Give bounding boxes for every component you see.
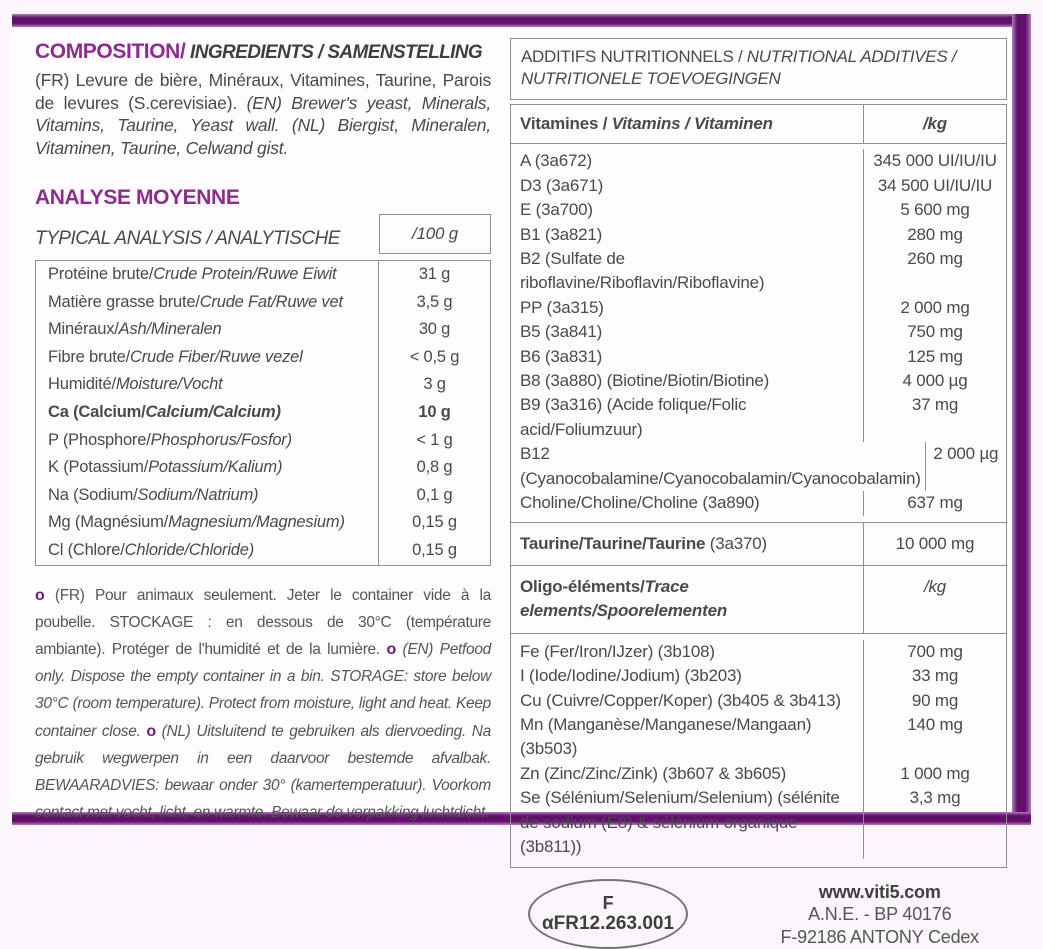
row-value: 90 mg xyxy=(863,689,1006,713)
row-value: < 1 g xyxy=(378,427,490,455)
row-value: 31 g xyxy=(378,261,490,289)
composition-en: (EN) Brewer's yeast, Minerals, Vitamins, Taurine, Yeast wall. xyxy=(35,92,491,135)
trace-header-fr: Oligo-éléments/ xyxy=(520,576,645,596)
row-value: 5 600 mg xyxy=(863,198,1006,222)
table-row xyxy=(511,320,1006,344)
composition-title-suffix: INGREDIENTS / SAMENSTELLING xyxy=(185,42,483,63)
frame-band-right xyxy=(1012,14,1031,825)
row-label-fr: Protéine brute/ xyxy=(48,265,154,283)
table-row xyxy=(511,149,1006,173)
row-value: 0,8 g xyxy=(378,454,490,482)
row-value: 2 000 µg xyxy=(925,442,1006,491)
address-line3: F-92186 ANTONY Cedex xyxy=(780,926,979,947)
analysis-table-head xyxy=(35,214,491,258)
row-label: B12 (Cyanocobalamine/Cyanocobalamin/Cyanocobalamin) xyxy=(520,444,921,488)
table-row xyxy=(511,491,1006,515)
row-label: B6 (3a831) xyxy=(520,346,603,366)
row-value: 3 g xyxy=(378,371,490,399)
row-value: 280 mg xyxy=(863,223,1006,247)
row-value: 637 mg xyxy=(863,491,1006,515)
row-value: 3,5 g xyxy=(378,289,490,317)
row-label: Mn (Manganèse/Manganese/Mangaan) (3b503) xyxy=(520,714,812,759)
table-row xyxy=(511,198,1006,222)
storage-nl: (NL) Uitsluitend te gebruiken als diervoeding. Na gebruik wegwerpen in een daarvoor bestemde afvalbak. BEWAARADVIES: bewaar onder 30° (kamertemperatuur). Voorkom contact met vocht, licht, en warmte. Bewaar de verpakking luchtdicht. xyxy=(35,722,491,822)
row-value: < 0,5 g xyxy=(378,344,490,372)
table-row xyxy=(36,509,490,537)
row-label-fr: K (Potassium/ xyxy=(48,458,149,477)
per-100g-header xyxy=(379,214,491,254)
bullet-icon: o xyxy=(35,586,45,604)
row-label: B1 (3a821) xyxy=(520,224,603,244)
table-row xyxy=(36,427,490,455)
row-label: Se (Sélénium/Selenium/Selenium) (sélénite de sodium (E8) & sélénium organique (3b811)) xyxy=(520,788,840,856)
address-line2: A.N.E. - BP 40176 xyxy=(808,904,952,925)
row-label-fr: Cl (Chlore/ xyxy=(48,540,125,559)
table-row xyxy=(511,442,1006,491)
row-label: Fe (Fer/Iron/IJzer) (3b108) xyxy=(520,641,715,661)
trace-header-intl: Trace elements/Spoorelementen xyxy=(520,576,728,621)
composition-heading xyxy=(35,40,491,64)
row-value: 4 000 µg xyxy=(863,369,1006,393)
row-label-intl: Sodium/Natrium) xyxy=(137,485,259,504)
additives-table xyxy=(510,104,1007,868)
row-value: 125 mg xyxy=(863,345,1006,369)
row-label-intl: Crude Protein/Ruwe Eiwit xyxy=(153,265,337,283)
vitamins-header-intl: Vitamins / Vitaminen xyxy=(611,114,773,133)
row-label: Choline/Choline/Choline (3a890) xyxy=(520,493,760,513)
row-value: 2 000 mg xyxy=(863,296,1006,320)
additives-heading xyxy=(510,38,1007,100)
typical-analysis-table xyxy=(35,260,491,566)
analysis-heading: ANALYSE MOYENNE xyxy=(35,186,240,209)
row-value: 1 000 mg xyxy=(863,762,1006,786)
vitamins-rows xyxy=(511,144,1006,522)
table-row xyxy=(511,640,1006,664)
row-value: 37 mg xyxy=(863,393,1006,442)
row-label: D3 (3a671) xyxy=(520,175,604,195)
analysis-subtitle: TYPICAL ANALYSIS / ANALYTISCHE xyxy=(35,228,340,249)
manufacturer-address xyxy=(781,881,979,949)
row-label-intl: Crude Fat/Ruwe vet xyxy=(199,292,343,311)
table-row xyxy=(36,537,490,565)
row-label: B9 (3a316) (Acide folique/Folic acid/Foliumzuur) xyxy=(520,395,747,439)
row-label-fr: Ca (Calcium/ xyxy=(48,402,146,421)
row-label-intl: Crude Fiber/Ruwe vezel xyxy=(129,347,303,366)
right-column xyxy=(510,38,1007,949)
table-row xyxy=(511,713,1006,762)
table-row xyxy=(36,316,490,344)
composition-fr: (FR) Levure de bière, Minéraux, Vitamines, Taurine, Parois de levures (S.cerevisiae). xyxy=(35,70,491,113)
table-row xyxy=(36,261,490,289)
table-row xyxy=(511,369,1006,393)
table-row xyxy=(511,762,1006,786)
vitamins-unit: /kg xyxy=(863,105,1006,143)
row-label-intl: Phosphorus/Fosfor) xyxy=(150,430,292,449)
row-label-fr: Na (Sodium/ xyxy=(48,485,138,504)
row-value: 260 mg xyxy=(863,247,1006,296)
table-row xyxy=(36,371,490,399)
table-row xyxy=(36,289,490,317)
bullet-icon: o xyxy=(146,722,156,740)
row-value: 345 000 UI/IU/IU xyxy=(863,149,1006,173)
row-value: 0,15 g xyxy=(378,509,490,537)
storage-fr: (FR) Pour animaux seulement. Jeter le container vide à la poubelle. STOCKAGE : en dessous de 30°C (température ambiante). Protéger de l'humidité et de la lumière. xyxy=(35,586,491,658)
row-value: 0,15 g xyxy=(378,537,490,565)
row-label: B5 (3a841) xyxy=(520,322,603,342)
vitamins-header-row xyxy=(511,105,1006,144)
row-label-intl: Magnesium/Magnesium) xyxy=(168,513,345,532)
storage-en: (EN) Petfood only. Dispose the empty container in a bin. STORAGE: store below 30°C (room temperature). Protect from moisture, light and heat. Keep container close. xyxy=(35,640,492,740)
table-row xyxy=(36,399,490,427)
table-row xyxy=(511,689,1006,713)
table-row xyxy=(36,482,490,510)
table-row xyxy=(511,223,1006,247)
row-label-fr: Humidité/ xyxy=(48,375,116,394)
row-label: I (Iode/Iodine/Jodium) (3b203) xyxy=(520,666,742,686)
row-label-fr: Minéraux/ xyxy=(48,320,119,339)
footer-row xyxy=(510,879,1007,949)
row-label-intl: Potassium/Kalium) xyxy=(148,458,283,477)
taurine-code: (3a370) xyxy=(705,533,767,553)
frame-band-top xyxy=(12,14,1031,27)
taurine-label: Taurine/Taurine/Taurine xyxy=(520,533,706,553)
table-row xyxy=(36,344,490,372)
row-label: Cu (Cuivre/Copper/Koper) (3b405 & 3b413) xyxy=(520,690,841,710)
table-row xyxy=(511,664,1006,688)
composition-nl: (NL) Biergist, Mineralen, Vitaminen, Taurine, Celwand gist. xyxy=(35,115,491,158)
per-100g-label: /100 g xyxy=(411,224,459,243)
left-column xyxy=(35,40,491,826)
row-label: E (3a700) xyxy=(520,200,593,220)
row-label-fr: P (Phosphore/ xyxy=(48,430,151,449)
row-value: 10 g xyxy=(378,399,490,427)
additives-title-intl: NUTRITIONAL ADDITIVES / NUTRITIONELE TOEVOEGINGEN xyxy=(521,47,957,88)
row-value: 0,1 g xyxy=(378,482,490,510)
row-label: A (3a672) xyxy=(520,151,592,171)
trace-elements-header-row xyxy=(511,566,1006,634)
row-label-fr: Fibre brute/ xyxy=(48,347,130,366)
row-value: 140 mg xyxy=(863,713,1006,762)
row-label: Zn (Zinc/Zinc/Zink) (3b607 & 3b605) xyxy=(520,763,787,783)
row-value: 750 mg xyxy=(863,320,1006,344)
row-label-intl: Calcium/Calcium) xyxy=(145,402,281,421)
table-row xyxy=(511,296,1006,320)
row-label-intl: Ash/Mineralen xyxy=(118,320,222,339)
row-value: 3,3 mg xyxy=(863,786,1006,859)
table-row xyxy=(511,786,1006,859)
row-value: 30 g xyxy=(378,316,490,344)
row-label: B2 (Sulfate de riboflavine/Riboflavin/Riboflavine) xyxy=(520,249,765,293)
stamp-approval-number: αFR12.263.001 xyxy=(541,913,675,935)
trace-elements-rows xyxy=(511,634,1006,868)
row-label-fr: Matière grasse brute/ xyxy=(48,292,200,311)
taurine-row xyxy=(511,523,1006,566)
row-value: 700 mg xyxy=(863,640,1006,664)
vitamins-header-fr: Vitamines / xyxy=(520,114,612,133)
composition-text xyxy=(35,69,491,159)
table-row xyxy=(511,393,1006,442)
storage-instructions xyxy=(35,582,491,827)
website-text: www.viti5.com xyxy=(818,881,941,902)
taurine-value: 10 000 mg xyxy=(863,523,1006,565)
row-label-intl: Chloride/Chloride) xyxy=(124,540,255,559)
additives-title-fr: ADDITIFS NUTRITIONNELS / xyxy=(521,47,747,66)
trace-unit: /kg xyxy=(863,566,1006,633)
row-value: 34 500 UI/IU/IU xyxy=(863,174,1006,198)
table-row xyxy=(511,174,1006,198)
row-label: PP (3a315) xyxy=(520,297,604,317)
row-label-fr: Mg (Magnésium/ xyxy=(48,513,169,532)
row-value: 33 mg xyxy=(863,664,1006,688)
table-row xyxy=(511,247,1006,296)
approval-stamp xyxy=(528,879,688,949)
table-row xyxy=(511,345,1006,369)
composition-title: COMPOSITION/ xyxy=(35,40,186,63)
table-row xyxy=(36,454,490,482)
bullet-icon: o xyxy=(386,640,396,658)
stamp-country-code: F xyxy=(602,893,614,914)
row-label-intl: Moisture/Vocht xyxy=(115,375,223,394)
row-label: B8 (3a880) (Biotine/Biotin/Biotine) xyxy=(520,371,770,391)
